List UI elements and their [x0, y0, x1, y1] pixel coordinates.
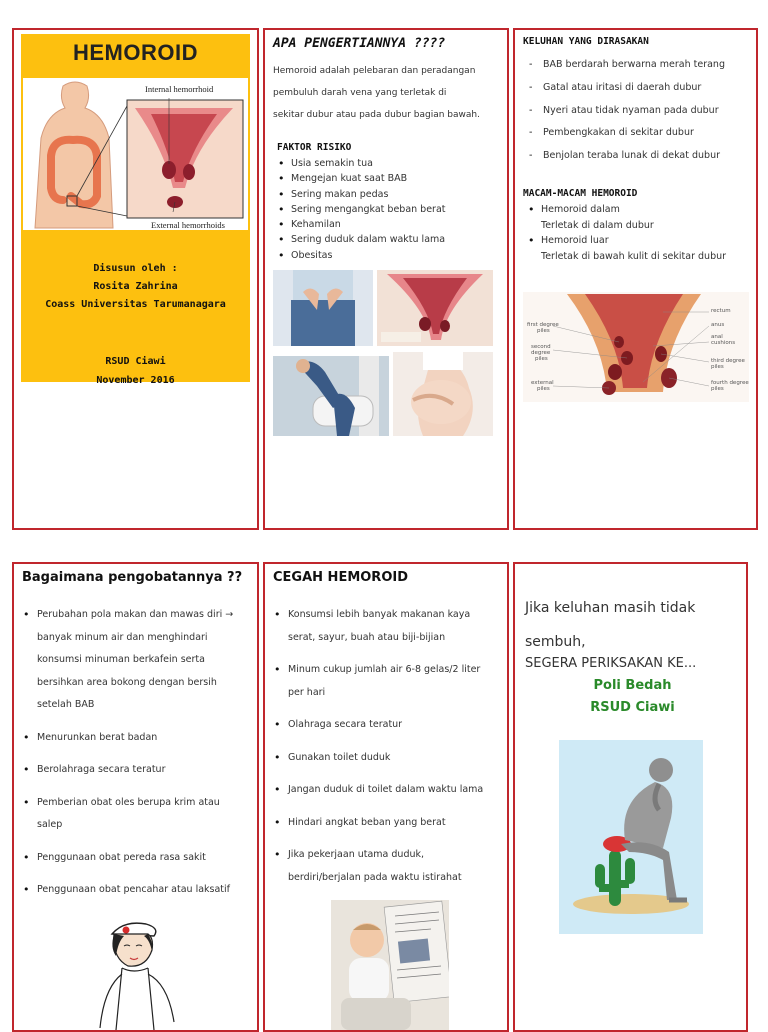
- contact-line-1: Jika keluhan masih tidak: [525, 600, 696, 616]
- cover-panel: [12, 28, 259, 530]
- prevention-list: [273, 604, 503, 889]
- cover-credits: [21, 260, 250, 314]
- department-name: Poli Bedah: [593, 678, 672, 693]
- treatment-panel: [12, 562, 259, 1032]
- text-line: banyak minum air dan menghindari: [37, 631, 208, 643]
- hospital-name: RSUD Ciawi: [590, 700, 675, 715]
- text-line: per hari: [288, 686, 326, 698]
- type-name: • Hemoroid dalam: [541, 204, 620, 215]
- list-item: • Sering mengangkat beban berat: [277, 202, 446, 217]
- list-item: - BAB berdarah berwarna merah terang: [523, 54, 725, 77]
- text-line: • Minum cukup jumlah air 6-8 gelas/2 liter: [288, 664, 481, 675]
- list-item: • Obesitas: [277, 248, 446, 263]
- list-item: • Usia semakin tua: [277, 156, 446, 171]
- list-item: • Kehamilan: [277, 217, 446, 232]
- diagram-label: piles: [537, 386, 550, 392]
- diagram-label: anal: [711, 334, 723, 340]
- person-holding-buttocks-photo: [273, 270, 373, 346]
- list-item: • Olahraga secara teratur: [273, 714, 503, 737]
- text-line: serat, sayur, buah atau biji-bijian: [288, 631, 446, 643]
- list-item: • Menurunkan berat badan: [22, 727, 252, 750]
- diagram-label: rectum: [711, 308, 731, 314]
- types-title: MACAM-MACAM HEMOROID: [523, 188, 638, 199]
- hemorrhoid-diagram-photo: [377, 270, 493, 346]
- complaints-list: [523, 54, 725, 168]
- diagram-label: anus: [711, 322, 725, 328]
- definition-panel: [263, 28, 509, 530]
- definition-line: pembuluh darah vena yang terletak di: [273, 88, 447, 98]
- complaints-panel: [513, 28, 758, 530]
- prevention-panel: [263, 562, 509, 1032]
- risk-factor-title: FAKTOR RISIKO: [277, 142, 352, 153]
- definition-text: [273, 60, 480, 126]
- text-line: salep: [37, 819, 63, 830]
- text-line: berdiri/berjalan pada waktu istirahat: [288, 871, 462, 883]
- diagram-label: cushions: [711, 340, 736, 346]
- text-line: • Perubahan pola makan dan mawas diri →: [37, 609, 234, 620]
- person-on-toilet-photo: [273, 356, 389, 436]
- thinker-on-cactus-illustration: [559, 740, 703, 934]
- list-item: • Gunakan toilet duduk: [273, 747, 503, 770]
- diagram-label: second: [531, 344, 551, 350]
- cover-place: [21, 352, 250, 390]
- text-line: • Konsumsi lebih banyak makanan kaya: [288, 609, 471, 620]
- list-item: - Gatal atau iritasi di daerah dubur: [523, 77, 725, 100]
- list-item: • Jangan duduk di toilet dalam waktu lama: [273, 779, 503, 802]
- risk-factor-list: [277, 156, 446, 263]
- list-item: • Penggunaan obat pereda rasa sakit: [22, 847, 252, 870]
- list-item: - Pembengkakan di sekitar dubur: [523, 122, 725, 145]
- list-item: • Penggunaan obat pencahar atau laksatif: [22, 879, 252, 902]
- text-line: bersihkan area bokong dengan bersih: [37, 676, 217, 688]
- list-item: • Sering duduk dalam waktu lama: [277, 232, 446, 247]
- cover-box: [21, 34, 250, 386]
- list-item: [22, 792, 252, 837]
- diagram-label: fourth degree: [711, 380, 749, 386]
- list-item: [527, 202, 726, 233]
- diagram-label: piles: [537, 328, 550, 334]
- diagram-label: piles: [711, 386, 724, 392]
- pregnant-woman-photo: [393, 352, 493, 436]
- diagram-label: piles: [535, 356, 548, 362]
- complaints-title: KELUHAN YANG DIRASAKAN: [523, 36, 649, 47]
- list-item: • Berolahraga secara teratur: [22, 759, 252, 782]
- diagram-label: external: [531, 380, 554, 386]
- type-desc: Terletak di dalam dubur: [541, 219, 654, 231]
- list-item: [273, 604, 503, 649]
- baby-reading-newspaper-photo: [331, 900, 449, 1030]
- text-line: setelah BAB: [37, 699, 95, 710]
- nurse-illustration: [94, 918, 194, 1030]
- hemorrhoid-degrees-diagram: [523, 292, 749, 402]
- treatment-list: [22, 604, 252, 902]
- credits-heading: Disusun oleh :: [93, 263, 178, 274]
- internal-hemorrhoid-label: Internal hemorrhoid: [145, 84, 214, 94]
- cover-hospital: RSUD Ciawi: [105, 356, 166, 367]
- text-line: • Jika pekerjaan utama duduk,: [288, 849, 425, 860]
- type-name: • Hemoroid luar: [541, 235, 609, 246]
- definition-line: Hemoroid adalah pelebaran dan peradangan: [273, 66, 476, 76]
- list-item: [22, 604, 252, 717]
- list-item: - Benjolan teraba lunak di dekat dubur: [523, 145, 725, 168]
- hemorrhoid-anatomy-illustration: [23, 78, 248, 230]
- contact-line-3: SEGERA PERIKSAKAN KE...: [525, 656, 697, 671]
- types-list: [527, 202, 726, 264]
- diagram-label: third degree: [711, 358, 745, 364]
- list-item: • Sering makan pedas: [277, 187, 446, 202]
- list-item: • Hindari angkat beban yang berat: [273, 812, 503, 835]
- external-hemorrhoids-label: External hemorrhoids: [151, 220, 225, 230]
- diagram-label: first degree: [527, 322, 559, 328]
- list-item: [273, 659, 503, 704]
- definition-title: APA PENGERTIANNYA ????: [273, 36, 446, 51]
- text-line: • Pemberian obat oles berupa krim atau: [37, 796, 220, 808]
- contact-panel: [513, 562, 748, 1032]
- diagram-label: degree: [531, 350, 551, 356]
- diagram-label: piles: [711, 364, 724, 370]
- list-item: - Nyeri atau tidak nyaman pada dubur: [523, 100, 725, 123]
- contact-line-2: sembuh,: [525, 634, 586, 650]
- list-item: [273, 844, 503, 889]
- definition-line: sekitar dubur atau pada dubur bagian bawah.: [273, 110, 480, 120]
- type-desc: Terletak di bawah kulit di sekitar dubur: [541, 250, 727, 262]
- cover-title: HEMOROID: [73, 40, 198, 65]
- text-line: konsumsi minuman berkafein serta: [37, 654, 205, 665]
- credits-name: Rosita Zahrina: [93, 281, 178, 292]
- list-item: [527, 233, 726, 264]
- prevention-title: CEGAH HEMOROID: [273, 570, 408, 585]
- credits-affiliation: Coass Universitas Tarumanagara: [45, 299, 226, 310]
- treatment-title: Bagaimana pengobatannya ??: [22, 570, 243, 585]
- list-item: • Mengejan kuat saat BAB: [277, 171, 446, 186]
- cover-date: November 2016: [96, 375, 175, 386]
